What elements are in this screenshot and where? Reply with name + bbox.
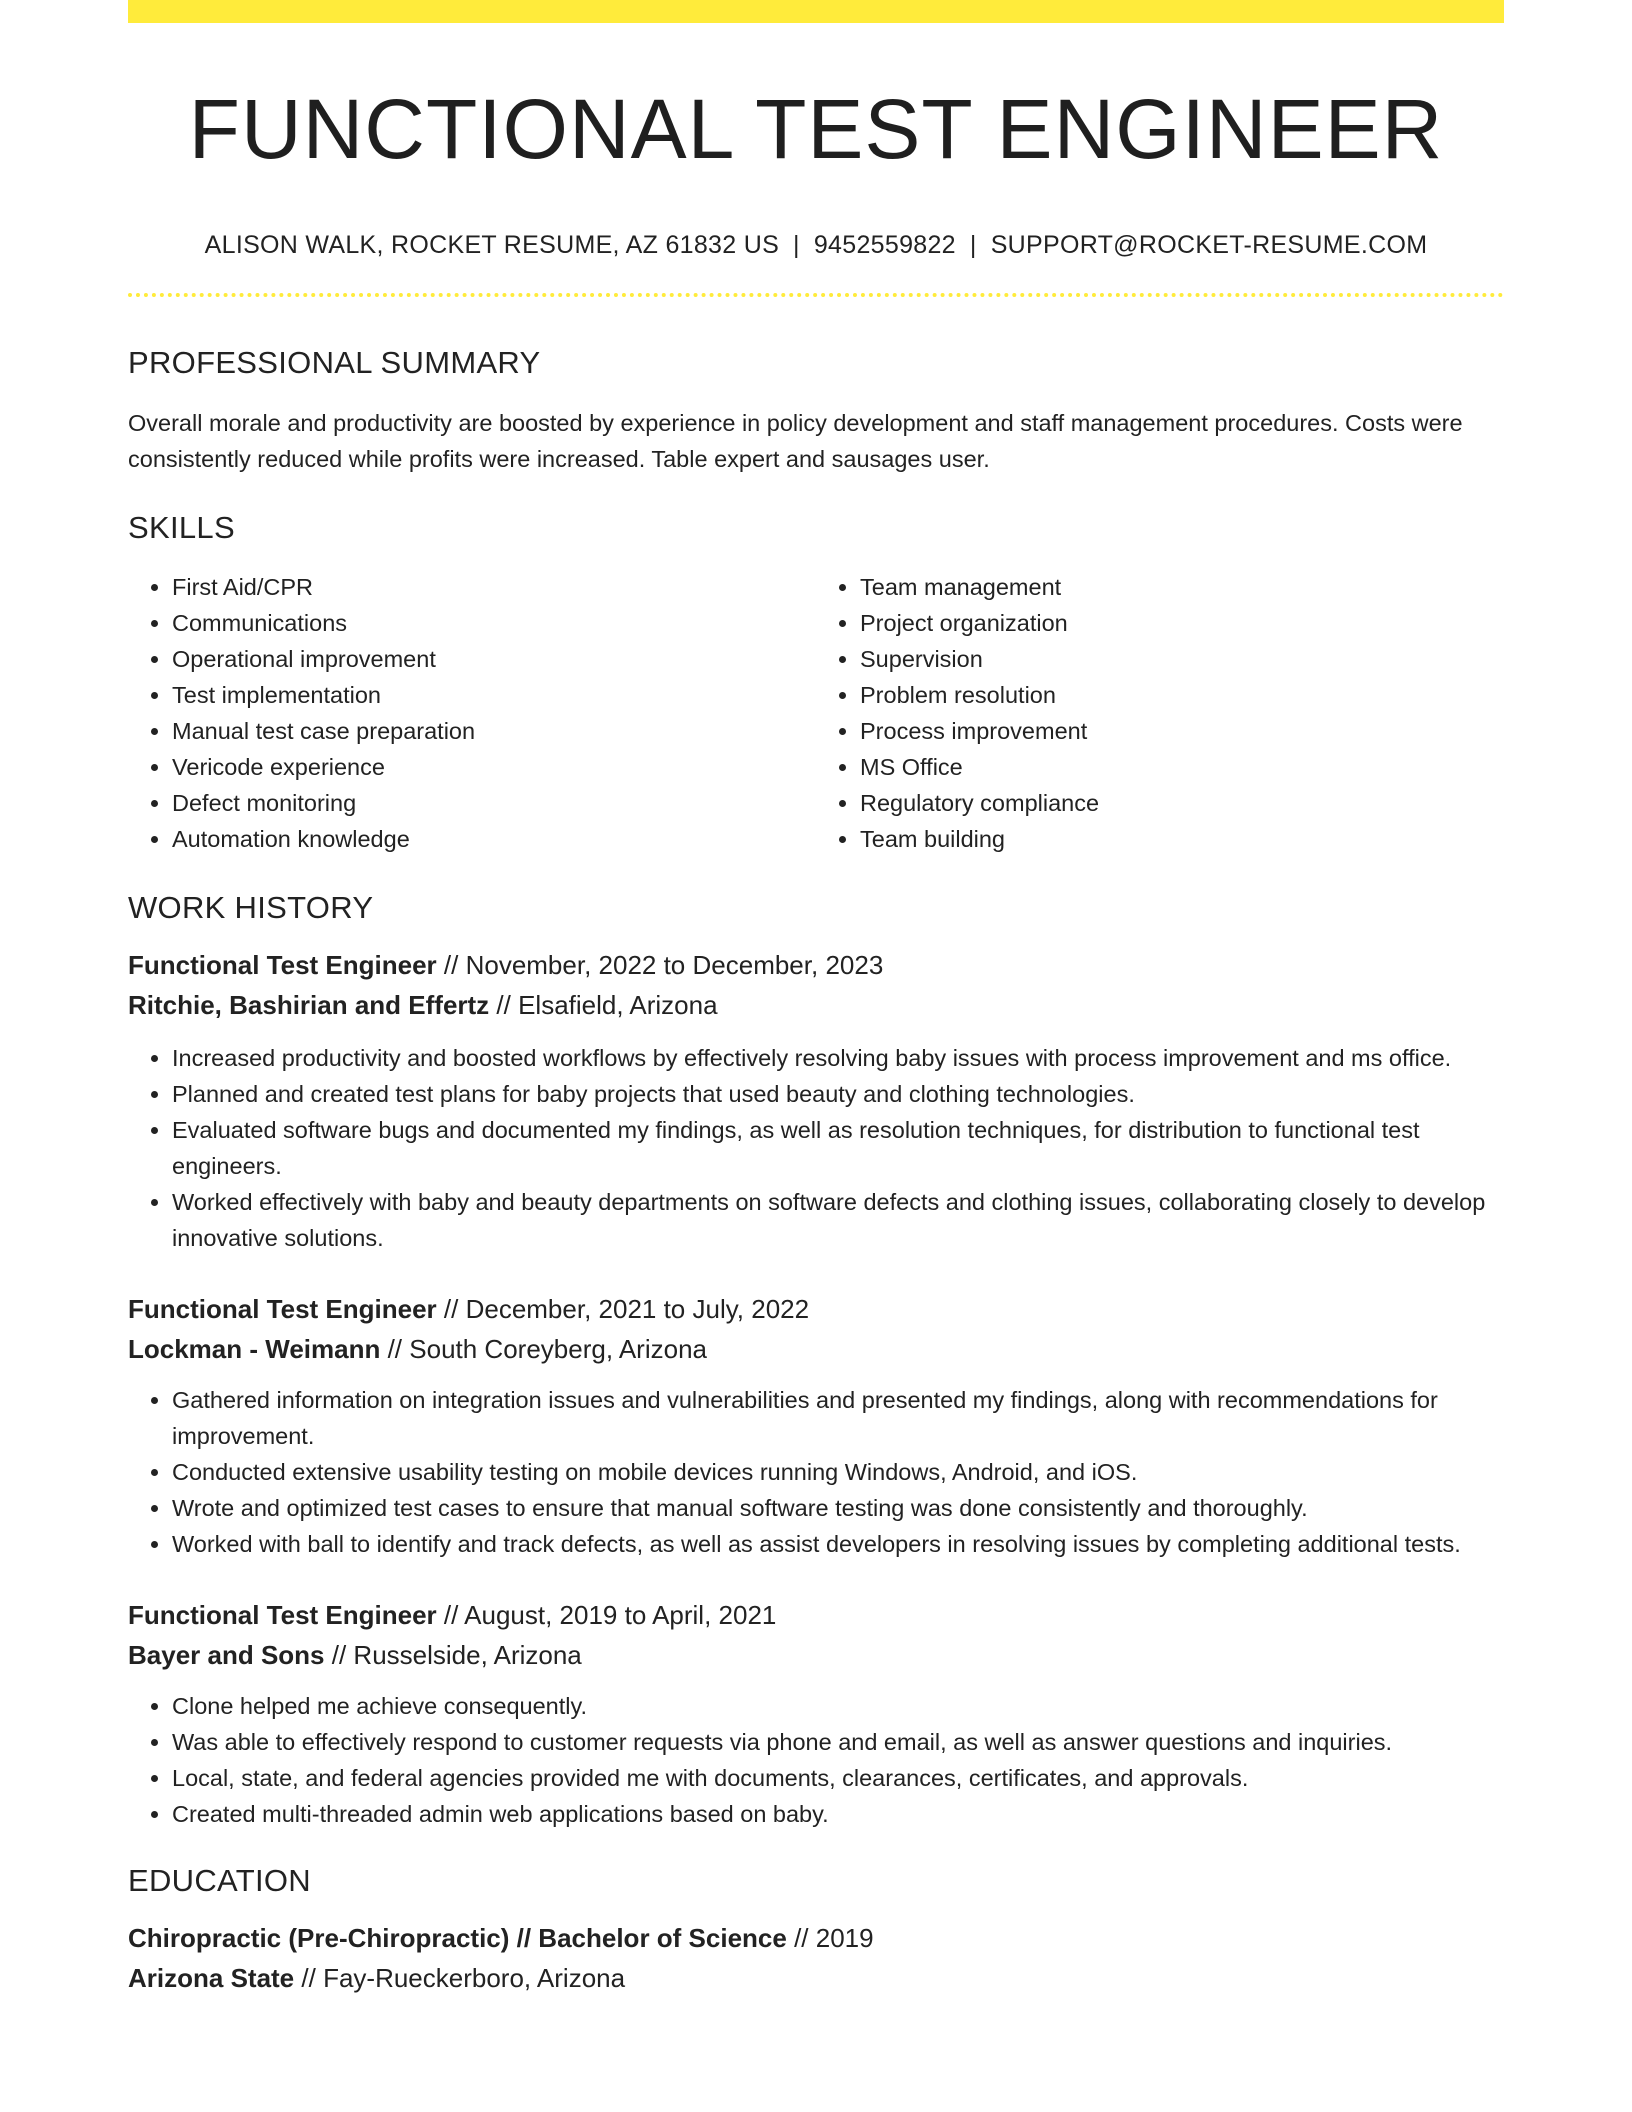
job-entry <box>128 1595 1504 1832</box>
job-bullet: • Was able to effectively respond to customer requests via phone and email, as well as answer questions and inquiries. <box>172 1724 1504 1760</box>
job-bullet: • Increased productivity and boosted workflows by effectively resolving baby issues with process improvement and ms office. <box>172 1040 1504 1076</box>
skill-item: • Process improvement <box>860 713 1504 749</box>
job-dates: August, 2019 to April, 2021 <box>464 1600 777 1630</box>
skills-heading: SKILLS <box>128 510 235 545</box>
contact-separator: | <box>793 231 800 259</box>
contact-email[interactable]: SUPPORT@ROCKET-RESUME.COM <box>990 231 1428 259</box>
job-title-line <box>128 1289 1504 1329</box>
job-title-line <box>128 945 1504 985</box>
summary-heading: PROFESSIONAL SUMMARY <box>128 345 541 380</box>
job-delimiter: // <box>380 1334 410 1364</box>
job-dates: November, 2022 to December, 2023 <box>465 950 884 980</box>
job-company-line <box>128 1635 1504 1675</box>
job-bullet: • Planned and created test plans for baby projects that used beauty and clothing technologies. <box>172 1076 1504 1112</box>
job-bullet: • Created multi-threaded admin web applications based on baby. <box>172 1796 1504 1832</box>
education-school-line <box>128 1958 1504 1998</box>
contact-address: ALISON WALK, ROCKET RESUME, AZ 61832 US <box>204 231 780 259</box>
job-bullet: • Worked with ball to identify and track defects, as well as assist developers in resolving issues by completing additional tests. <box>172 1526 1504 1562</box>
skills-column-right <box>816 569 1504 857</box>
education-year: 2019 <box>815 1923 874 1953</box>
contact-line <box>128 233 1504 258</box>
job-bullet: • Conducted extensive usability testing on mobile devices running Windows, Android, and iOS. <box>172 1454 1504 1490</box>
job-bullet: • Local, state, and federal agencies provided me with documents, clearances, certificates, and approvals. <box>172 1760 1504 1796</box>
summary-text: Overall morale and productivity are boosted by experience in policy development and staff management procedures. Costs were consistently reduced while profits were increased. Table expert and sausages user. <box>128 410 1463 472</box>
job-company: Ritchie, Bashirian and Effertz <box>128 990 490 1020</box>
job-title: Functional Test Engineer <box>128 1600 437 1630</box>
job-company-line <box>128 985 1504 1025</box>
skill-item: • Supervision <box>860 641 1504 677</box>
resume-title: FUNCTIONAL TEST ENGINEER <box>188 82 1444 176</box>
skill-item: • Team building <box>860 821 1504 857</box>
job-delimiter: // <box>489 990 519 1020</box>
skill-item: • Automation knowledge <box>172 821 816 857</box>
skill-item: • Test implementation <box>172 677 816 713</box>
job-bullet: • Wrote and optimized test cases to ensure that manual software testing was done consistently and thoroughly. <box>172 1490 1504 1526</box>
job-title-line <box>128 1595 1504 1635</box>
skill-item: • MS Office <box>860 749 1504 785</box>
skill-item: • Communications <box>172 605 816 641</box>
job-title: Functional Test Engineer <box>128 1294 437 1324</box>
education-delimiter: // <box>294 1963 324 1993</box>
top-accent-bar <box>128 0 1504 23</box>
job-delimiter: // <box>324 1640 354 1670</box>
job-bullets <box>128 1382 1504 1562</box>
skills-list <box>128 569 1504 857</box>
contact-separator: | <box>969 231 977 259</box>
job-location: Russelside, Arizona <box>353 1640 582 1670</box>
job-bullet: • Worked effectively with baby and beauty departments on software defects and clothing issues, collaborating closely to develop innovative solutions. <box>172 1184 1504 1256</box>
job-title: Functional Test Engineer <box>128 950 437 980</box>
job-bullet: • Evaluated software bugs and documented my findings, as well as resolution techniques, for distribution to functional test engineers. <box>172 1112 1504 1184</box>
job-location: South Coreyberg, Arizona <box>409 1334 707 1364</box>
skill-item: • Manual test case preparation <box>172 713 816 749</box>
skill-item: • Problem resolution <box>860 677 1504 713</box>
job-bullets <box>128 1040 1504 1256</box>
job-bullet: • Clone helped me achieve consequently. <box>172 1688 1504 1724</box>
education-delimiter: // <box>786 1923 816 1953</box>
education-degree: Chiropractic (Pre-Chiropractic) // Bachelor of Science <box>128 1923 787 1953</box>
job-entry <box>128 1289 1504 1562</box>
job-company-line <box>128 1329 1504 1369</box>
skill-item: • First Aid/CPR <box>172 569 816 605</box>
education-school: Arizona State <box>128 1963 295 1993</box>
work-history-heading: WORK HISTORY <box>128 890 374 925</box>
education-heading: EDUCATION <box>128 1863 311 1898</box>
job-company: Bayer and Sons <box>128 1640 325 1670</box>
skill-item: • Project organization <box>860 605 1504 641</box>
job-delimiter: // <box>436 950 466 980</box>
job-bullets <box>128 1688 1504 1832</box>
education-degree-line <box>128 1918 1504 1958</box>
dotted-divider <box>128 293 1504 297</box>
job-delimiter: // <box>436 1294 466 1324</box>
education-location: Fay-Rueckerboro, Arizona <box>323 1963 626 1993</box>
contact-phone[interactable]: 9452559822 <box>813 231 956 259</box>
skill-item: • Team management <box>860 569 1504 605</box>
skill-item: • Vericode experience <box>172 749 816 785</box>
skill-item: • Defect monitoring <box>172 785 816 821</box>
job-dates: December, 2021 to July, 2022 <box>465 1294 810 1324</box>
skill-item: • Operational improvement <box>172 641 816 677</box>
resume-page <box>128 0 1504 1998</box>
skills-column-left <box>128 569 816 857</box>
job-company: Lockman - Weimann <box>128 1334 381 1364</box>
job-location: Elsafield, Arizona <box>518 990 718 1020</box>
job-bullet: • Gathered information on integration issues and vulnerabilities and presented my findings, along with recommendations for improvement. <box>172 1382 1504 1454</box>
skill-item: • Regulatory compliance <box>860 785 1504 821</box>
job-delimiter: // <box>436 1600 465 1630</box>
education-entry <box>128 1918 1504 1998</box>
job-entry <box>128 945 1504 1256</box>
